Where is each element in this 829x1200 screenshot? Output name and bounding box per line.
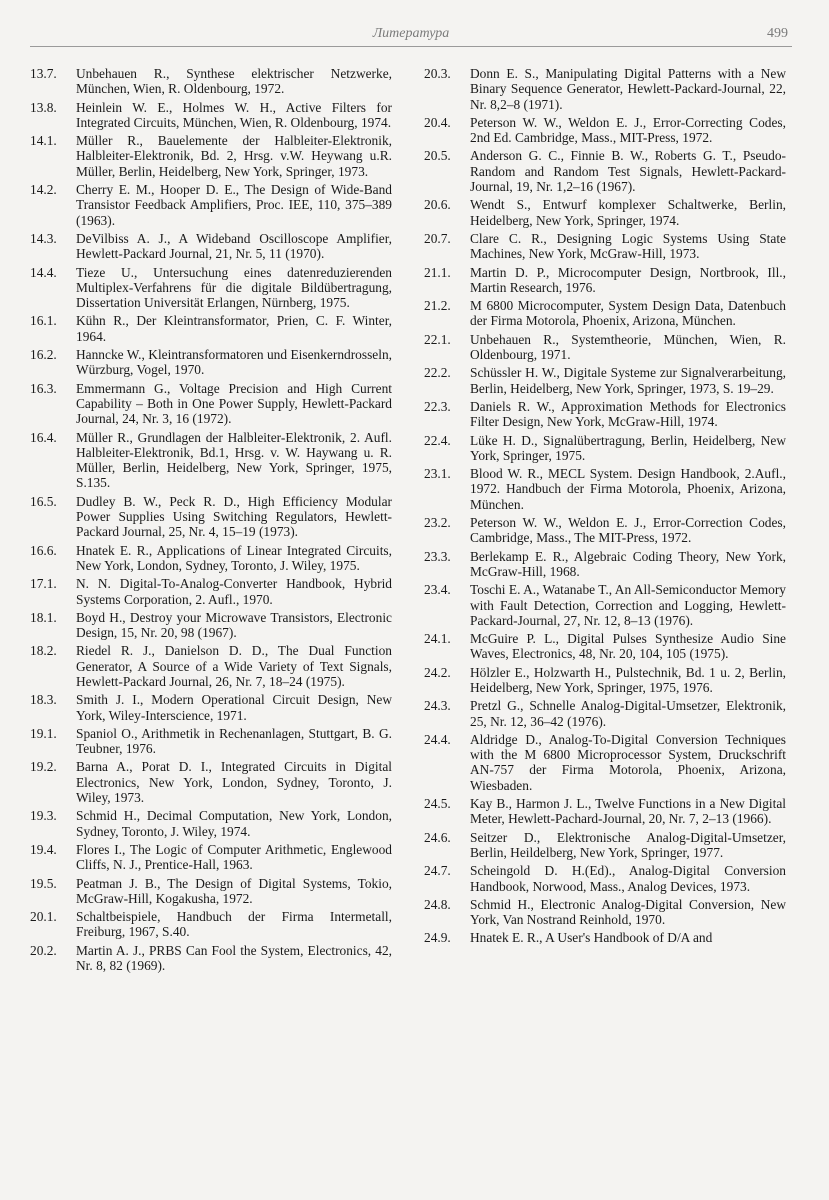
reference-number: 20.7. xyxy=(424,230,451,246)
reference-item xyxy=(424,930,786,945)
reference-item xyxy=(30,610,392,641)
reference-item xyxy=(30,643,392,689)
reference-item xyxy=(424,549,786,580)
reference-text: Schaltbeispiele, Handbuch der Firma Intermetall, Freiburg, 1967, S.40. xyxy=(76,909,392,940)
reference-text: Clare C. R., Designing Logic Systems Using State Machines, New York, McGraw-Hill, 1973. xyxy=(470,230,786,262)
reference-item xyxy=(424,399,786,430)
reference-item xyxy=(424,665,786,696)
reference-item xyxy=(424,433,786,464)
reference-text: Peterson W. W., Weldon E. J., Error-Correcting Codes, 2nd Ed. Cambridge, Mass., MIT-Press, 1972. xyxy=(470,114,786,146)
reference-text: Scheingold D. H.(Ed)., Analog-Digital Conversion Handbook, Norwood, Mass., Analog Devices, 1973. xyxy=(470,863,786,894)
reference-item xyxy=(424,863,786,894)
reference-text: Schmid H., Electronic Analog-Digital Conversion, New York, Van Nostrand Reinhold, 1970. xyxy=(470,896,786,928)
reference-number: 23.1. xyxy=(424,466,451,482)
reference-text: Lüke H. D., Signalübertragung, Berlin, Heidelberg, New York, Springer, 1975. xyxy=(470,432,786,463)
reference-item xyxy=(30,759,392,805)
reference-number: 23.3. xyxy=(424,548,451,564)
reference-item xyxy=(30,876,392,907)
reference-item xyxy=(424,698,786,729)
reference-text: Müller R., Grundlagen der Halbleiter-Elektronik, 2. Aufl. Halbleiter-Elektronik, Bd.1, Hrsg. v. W. Haywang u. R. Müller, Berlin, Heidelberg, New York, Springer, 1975, S.135. xyxy=(76,429,392,491)
reference-number: 22.4. xyxy=(424,432,451,448)
reference-item xyxy=(30,808,392,839)
reference-item xyxy=(30,265,392,311)
reference-text: Berlekamp E. R., Algebraic Coding Theory, New York, McGraw-Hill, 1968. xyxy=(470,548,786,579)
reference-item xyxy=(424,148,786,194)
reference-item xyxy=(424,298,786,329)
reference-text: Tieze U., Untersuchung eines datenreduzierenden Multiplex-Verfahrens für die digitale Bildübertragung, Dissertation Universität Erlangen, Nürnberg, 1975. xyxy=(76,264,392,311)
reference-item xyxy=(30,66,392,97)
reference-number: 18.2. xyxy=(30,643,57,659)
reference-number: 14.4. xyxy=(30,264,57,280)
reference-number: 24.9. xyxy=(424,930,451,946)
page-number: 499 xyxy=(767,26,788,41)
reference-item xyxy=(30,842,392,873)
reference-item xyxy=(424,66,786,112)
reference-number: 18.3. xyxy=(30,692,57,708)
right-column xyxy=(424,66,786,949)
reference-text: N. N. Digital-To-Analog-Converter Handbook, Hybrid Systems Corporation, 2. Aufl., 1970. xyxy=(76,576,392,607)
reference-text: Unbehauen R., Systemtheorie, München, Wien, R. Oldenbourg, 1971. xyxy=(470,331,786,363)
reference-item xyxy=(424,197,786,228)
reference-text: Anderson G. C., Finnie B. W., Roberts G. T., Pseudo-Random and Random Test Signals, Hewlett-Packard-Journal, 19, Nr. 1,2–16 (1967). xyxy=(470,148,786,195)
reference-number: 22.1. xyxy=(424,331,451,347)
reference-number: 24.8. xyxy=(424,896,451,912)
reference-number: 20.6. xyxy=(424,197,451,213)
reference-text: Hölzler E., Holzwarth H., Pulstechnik, Bd. 1 u. 2, Berlin, Heidelberg, New York, Springer, 1975, 1976. xyxy=(470,664,786,695)
reference-text: DeVilbiss A. J., A Wideband Oscilloscope Amplifier, Hewlett-Packard Journal, 21, Nr. 5, 11 (1970). xyxy=(76,230,392,262)
reference-item xyxy=(30,381,392,427)
reference-text: Martin A. J., PRBS Can Fool the System, Electronics, 42, Nr. 8, 82 (1969). xyxy=(76,942,392,974)
reference-number: 20.1. xyxy=(30,909,57,925)
reference-number: 17.1. xyxy=(30,576,57,592)
reference-number: 19.1. xyxy=(30,725,57,741)
reference-item xyxy=(424,582,786,628)
reference-text: M 6800 Microcomputer, System Design Data, Datenbuch der Firma Motorola, Phoenix, Arizona, München. xyxy=(470,298,786,329)
reference-text: Daniels R. W., Approximation Methods for Electronics Filter Design, New York, McGraw-Hill, 1974. xyxy=(470,398,786,430)
reference-number: 16.4. xyxy=(30,429,57,445)
reference-number: 13.8. xyxy=(30,99,57,115)
reference-text: Toschi E. A., Watanabe T., An All-Semiconductor Memory with Fault Detection, Correction and Logging, Hewlett-Packard-Journal, 27, Nr. 12, 8–13 (1976). xyxy=(470,582,786,628)
page-header xyxy=(30,22,792,47)
reference-text: McGuire P. L., Digital Pulses Synthesize Audio Sine Waves, Electronics, 48, Nr. 20, 104, 105 (1975). xyxy=(470,631,786,662)
reference-text: Flores I., The Logic of Computer Arithmetic, Englewood Cliffs, N. J., Prentice-Hall, 1963. xyxy=(76,841,392,873)
reference-text: Kühn R., Der Kleintransformator, Prien, C. F. Winter, 1964. xyxy=(76,313,392,344)
reference-number: 24.7. xyxy=(424,863,451,879)
reference-number: 20.2. xyxy=(30,942,57,958)
reference-number: 24.3. xyxy=(424,698,451,714)
reference-number: 24.4. xyxy=(424,731,451,747)
reference-item xyxy=(30,692,392,723)
reference-text: Riedel R. J., Danielson D. D., The Dual Function Generator, A Source of a Wide Variety of Text Signals, Hewlett-Packard Journal, 26, Nr. 7, 18–24 (1975). xyxy=(76,643,392,689)
reference-number: 14.2. xyxy=(30,182,57,198)
reference-number: 16.6. xyxy=(30,542,57,558)
reference-number: 23.4. xyxy=(424,582,451,598)
reference-text: Blood W. R., MECL System. Design Handbook, 2.Aufl., 1972. Handbuch der Firma Motorola, Phoenix, Arizona, München. xyxy=(470,466,786,512)
reference-text: Schmid H., Decimal Computation, New York, London, Sydney, Toronto, J. Wiley, 1974. xyxy=(76,808,392,839)
reference-item xyxy=(30,726,392,757)
reference-text: Kay B., Harmon J. L., Twelve Functions in a New Digital Meter, Hewlett-Pachard-Journal, 20, Nr. 7, 2–13 (1966). xyxy=(470,796,786,827)
reference-number: 19.4. xyxy=(30,841,57,857)
reference-text: Pretzl G., Schnelle Analog-Digital-Umsetzer, Elektronik, 25, Nr. 12, 36–42 (1976). xyxy=(470,698,786,729)
reference-number: 22.3. xyxy=(424,398,451,414)
reference-number: 19.2. xyxy=(30,759,57,775)
reference-item xyxy=(30,182,392,228)
reference-item xyxy=(424,732,786,793)
reference-number: 21.2. xyxy=(424,298,451,314)
reference-number: 16.2. xyxy=(30,347,57,363)
reference-text: Dudley B. W., Peck R. D., High Efficiency Modular Power Supplies Using Switching Regulators, Hewlett-Packard Journal, 25, Nr. 4, 15–19 (1973). xyxy=(76,493,392,540)
reference-text: Martin D. P., Microcomputer Design, Nortbrook, Ill., Martin Research, 1976. xyxy=(470,264,786,295)
reference-number: 19.3. xyxy=(30,808,57,824)
reference-text: Heinlein W. E., Holmes W. H., Active Filters for Integrated Circuits, München, Wien, R. Oldenbourg, 1974. xyxy=(76,99,392,130)
reference-number: 21.1. xyxy=(424,264,451,280)
reference-number: 18.1. xyxy=(30,609,57,625)
reference-number: 20.3. xyxy=(424,66,451,81)
reference-number: 14.3. xyxy=(30,230,57,246)
reference-number: 24.5. xyxy=(424,796,451,812)
reference-text: Hanncke W., Kleintransformatoren und Eisenkerndrosseln, Würzburg, Vogel, 1970. xyxy=(76,347,392,378)
reference-number: 22.2. xyxy=(424,365,451,381)
reference-item xyxy=(424,115,786,146)
reference-number: 16.5. xyxy=(30,493,57,509)
reference-number: 24.1. xyxy=(424,631,451,647)
reference-item xyxy=(424,515,786,546)
reference-text: Spaniol O., Arithmetik in Rechenanlagen, Stuttgart, B. G. Teubner, 1976. xyxy=(76,725,392,757)
left-column xyxy=(30,66,392,976)
reference-item xyxy=(30,576,392,607)
reference-item xyxy=(424,332,786,363)
reference-text: Peatman J. B., The Design of Digital Systems, Tokio, McGraw-Hill, Kogakusha, 1972. xyxy=(76,875,392,906)
reference-number: 23.2. xyxy=(424,515,451,531)
reference-number: 20.4. xyxy=(424,114,451,130)
reference-number: 19.5. xyxy=(30,875,57,891)
reference-number: 13.7. xyxy=(30,66,57,81)
reference-text: Smith J. I., Modern Operational Circuit Design, New York, Wiley-Interscience, 1971. xyxy=(76,692,392,723)
reference-number: 24.6. xyxy=(424,829,451,845)
reference-item xyxy=(30,943,392,974)
reference-text: Barna A., Porat D. I., Integrated Circuits in Digital Electronics, New York, London, Sydney, Toronto, J. Wiley, 1973. xyxy=(76,759,392,806)
reference-item xyxy=(424,265,786,296)
reference-item xyxy=(30,430,392,491)
reference-item xyxy=(424,365,786,396)
reference-item xyxy=(30,347,392,378)
reference-text: Boyd H., Destroy your Microwave Transistors, Electronic Design, 15, Nr. 20, 98 (1967). xyxy=(76,609,392,641)
reference-item xyxy=(424,231,786,262)
reference-number: 16.3. xyxy=(30,380,57,396)
reference-item xyxy=(424,897,786,928)
reference-number: 16.1. xyxy=(30,313,57,329)
reference-item xyxy=(424,830,786,861)
reference-text: Unbehauen R., Synthese elektrischer Netzwerke, München, Wien, R. Oldenbourg, 1972. xyxy=(76,66,392,97)
reference-text: Aldridge D., Analog-To-Digital Conversion Techniques with the M 6800 Microprocessor System, Druckschrift AN-757 der Firma Motorola, Phoenix, Arizona, Wiesbaden. xyxy=(470,731,786,793)
reference-item xyxy=(30,100,392,131)
reference-text: Hnatek E. R., A User's Handbook of D/A and xyxy=(470,930,713,946)
reference-item xyxy=(30,909,392,940)
reference-text: Seitzer D., Elektronische Analog-Digital-Umsetzer, Berlin, Heildelberg, New York, Springer, 1977. xyxy=(470,829,786,860)
reference-text: Wendt S., Entwurf komplexer Schaltwerke, Berlin, Heidelberg, New York, Springer, 1974. xyxy=(470,197,786,228)
reference-item xyxy=(424,796,786,827)
running-title: Литература xyxy=(372,26,450,41)
reference-item xyxy=(424,631,786,662)
reference-number: 20.5. xyxy=(424,148,451,164)
reference-item xyxy=(30,231,392,262)
reference-text: Müller R., Bauelemente der Halbleiter-Elektronik, Halbleiter-Elektronik, Bd. 2, Hrsg. v.W. Heywang u.R. Müller, Berlin, Heidelberg, New York, Springer, 1973. xyxy=(76,133,392,179)
reference-text: Emmermann G., Voltage Precision and High Current Capability – Both in One Power Supply, Hewlett-Packard Journal, 24, Nr. 3, 16 (1972). xyxy=(76,380,392,427)
reference-item xyxy=(424,466,786,512)
reference-text: Schüssler H. W., Digitale Systeme zur Signalverarbeitung, Berlin, Heidelberg, New York, Springer, 1973, S. 19–29. xyxy=(470,365,786,396)
reference-number: 14.1. xyxy=(30,133,57,149)
reference-item xyxy=(30,494,392,540)
reference-number: 24.2. xyxy=(424,664,451,680)
reference-text: Hnatek E. R., Applications of Linear Integrated Circuits, New York, London, Sydney, Toronto, J. Wiley, 1975. xyxy=(76,542,392,573)
reference-text: Cherry E. M., Hooper D. E., The Design of Wide-Band Transistor Feedback Amplifiers, Proc. IEE, 110, 375–389 (1963). xyxy=(76,182,392,228)
reference-text: Donn E. S., Manipulating Digital Patterns with a New Binary Sequence Generator, Hewlett-Packard-Journal, 22, Nr. 8,2–8 (1971). xyxy=(470,66,786,112)
reference-item xyxy=(30,543,392,574)
reference-item xyxy=(30,313,392,344)
reference-text: Peterson W. W., Weldon E. J., Error-Correction Codes, Cambridge, Mass., The MIT-Press, 1972. xyxy=(470,515,786,546)
reference-item xyxy=(30,133,392,179)
